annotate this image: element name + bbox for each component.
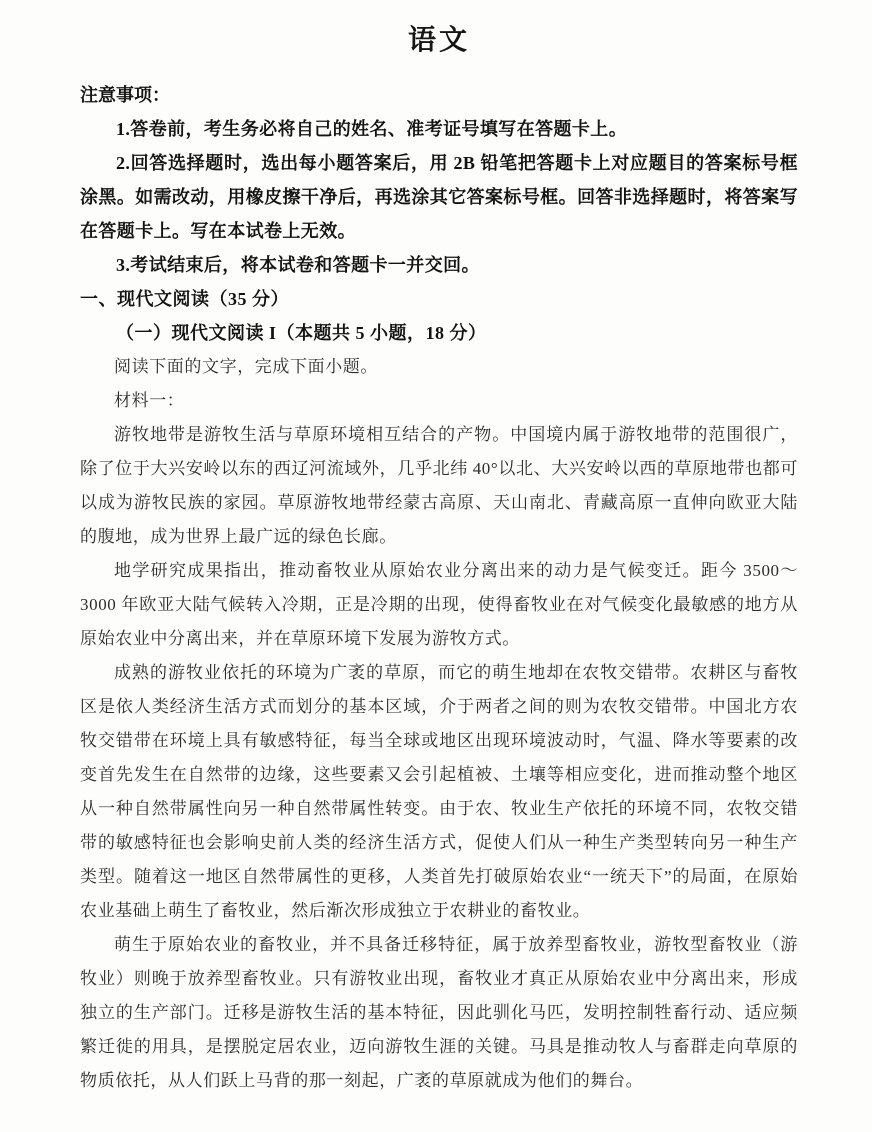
section-heading: 一、现代文阅读（35 分） [80, 289, 289, 309]
notice-item-2: 2.回答选择题时，选出每小题答案后，用 2B 铅笔把答题卡上对应题目的答案标号框涂黑。如需改动，用橡皮擦干净后，再选涂其它答案标号框。回答非选择题时，将答案写在答题卡上。写在本试卷上无效。 [80, 153, 798, 241]
material-paragraph-4: 萌生于原始农业的畜牧业，并不具备迁移特征，属于放养型畜牧业，游牧型畜牧业（游牧业）则晚于放养型畜牧业。只有游牧业出现，畜牧业才真正从原始农业中分离出来，形成独立的生产部门。迁移是游牧生活的基本特征，因此驯化马匹，发明控制牲畜行动、适应频繁迁徙的用具，是摆脱定居农业，迈向游牧生涯的关键。马具是推动牧人与畜群走向草原的物质依托，从人们跃上马背的那一刻起，广袤的草原就成为他们的舞台。 [80, 935, 798, 1090]
reading-instruction: 阅读下面的文字，完成下面小题。 [114, 357, 378, 376]
modern-text-reading-section [80, 282, 798, 384]
notice-item-1: 1.答卷前，考生务必将自己的姓名、准考证号填写在答题卡上。 [116, 119, 628, 139]
notice-item-3: 3.考试结束后，将本试卷和答题卡一并交回。 [116, 255, 480, 275]
material-label: 材料一： [114, 391, 185, 410]
material-paragraph-3: 成熟的游牧业依托的环境为广袤的草原，而它的萌生地却在农牧交错带。农耕区与畜牧区是依人类经济生活方式而划分的基本区域，介于两者之间的则为农牧交错带。中国北方农牧交错带在环境上具有敏感特征，每当全球或地区出现环境波动时，气温、降水等要素的改变首先发生在自然带的边缘，这些要素又会引起植被、土壤等相应变化，进而推动整个地区从一种自然带属性向另一种自然带属性转变。由于农、牧业生产依托的环境不同，农牧交错带的敏感特征也会影响史前人类的经济生活方式，促使人们从一种生产类型转向另一种生产类型。随着这一地区自然带属性的更移，人类首先打破原始农业“一统天下”的局面，在原始农业基础上萌生了畜牧业，然后渐次形成独立于农耕业的畜牧业。 [80, 663, 798, 920]
notice-section [80, 78, 798, 282]
material-one-section [80, 384, 798, 1098]
material-paragraph-1: 游牧地带是游牧生活与草原环境相互结合的产物。中国境内属于游牧地带的范围很广，除了位于大兴安岭以东的西辽河流域外，几乎北纬 40°以北、大兴安岭以西的草原地带也都可以成为游牧民族的家园。草原游牧地带经蒙古高原、天山南北、青藏高原一直伸向欧亚大陆的腹地，成为世界上最广远的绿色长廊。 [80, 425, 798, 546]
subsection-heading: （一）现代文阅读 I（本题共 5 小题，18 分） [116, 323, 487, 343]
page-title: 语文 [407, 25, 470, 56]
notice-heading: 注意事项： [80, 85, 170, 105]
material-paragraph-2: 地学研究成果指出，推动畜牧业从原始农业分离出来的动力是气候变迁。距今 3500～3000 年欧亚大陆气候转入冷期，正是冷期的出现，使得畜牧业在对气候变化最敏感的地方从原始农业中分离出来，并在草原环境下发展为游牧方式。 [80, 561, 798, 648]
